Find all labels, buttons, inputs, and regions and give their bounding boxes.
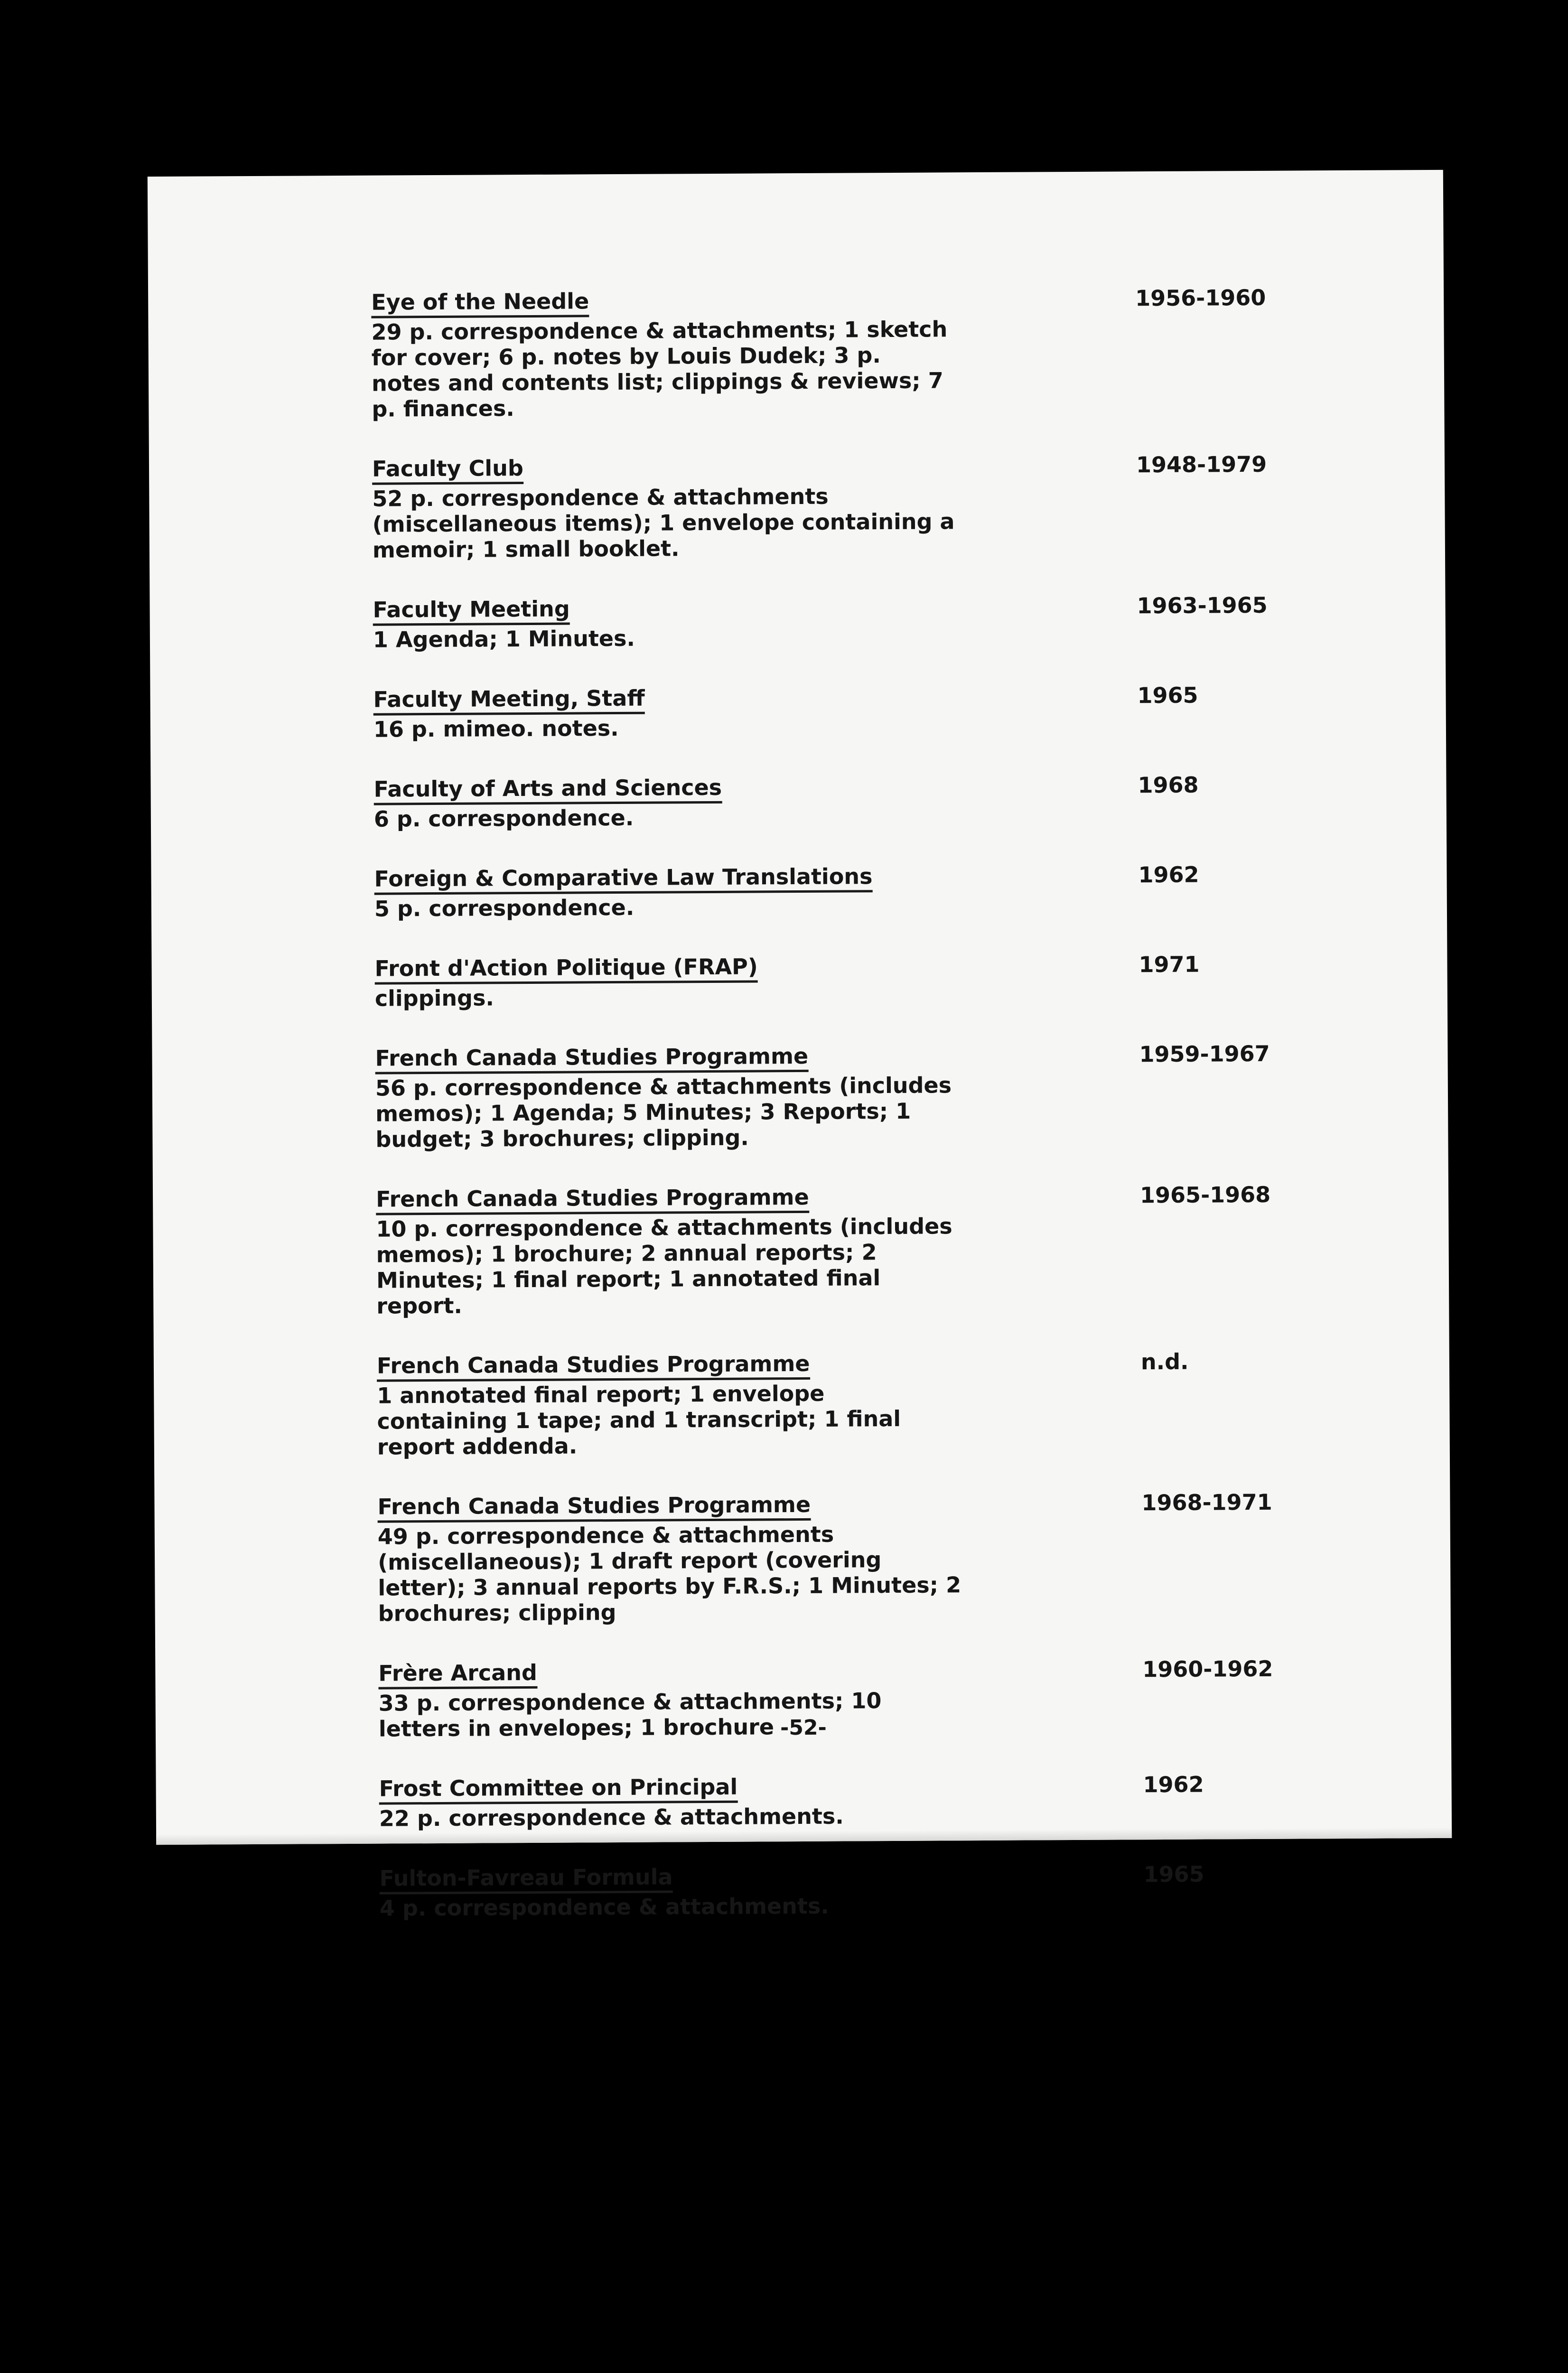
entry-eye-of-the-needle (371, 284, 1392, 421)
entry-fulton-favreau-formula (379, 1860, 1400, 1921)
entry-date: 1959-1967 (1139, 1040, 1270, 1067)
entry-title: Faculty Club (372, 455, 523, 485)
entry-faculty-meeting (373, 591, 1393, 652)
entry-date: n.d. (1140, 1348, 1189, 1375)
entry-date: 1956-1960 (1135, 284, 1266, 311)
entry-description: 33 p. correspondence & attachments; 10 letters in envelopes; 1 brochure (378, 1688, 882, 1742)
entry-french-canada-studies-2 (376, 1181, 1397, 1318)
entry-title: French Canada Studies Programme (377, 1492, 811, 1523)
entry-date: 1965 (1137, 682, 1198, 709)
entry-title: Frère Arcand (378, 1660, 537, 1690)
entry-description: 49 p. correspondence & attachments (miscellaneous); 1 draft report (covering letter); 3 annual reports by F.R.S.; 1 Minutes; 2 brochures; clipping (377, 1521, 961, 1626)
entry-french-canada-studies-4 (377, 1488, 1398, 1626)
entry-title: French Canada Studies Programme (376, 1184, 809, 1215)
entry-description: 29 p. correspondence & attachments; 1 sketch for cover; 6 p. notes by Louis Dudek; 3 p. notes and contents list; clippings & reviews; 7 p. finances. (371, 316, 948, 422)
entry-date: 1965 (1143, 1861, 1204, 1887)
entry-title: Faculty Meeting (373, 596, 569, 626)
entry-description: 56 p. correspondence & attachments (includes memos); 1 Agenda; 5 Minutes; 3 Reports; 1 budget; 3 brochures; clipping. (375, 1072, 952, 1152)
entry-title: Faculty Meeting, Staff (373, 685, 644, 716)
entry-front-d-action-politique (374, 950, 1395, 1011)
entry-frost-committee-on-principal (379, 1770, 1400, 1831)
entry-title: French Canada Studies Programme (375, 1043, 808, 1074)
entry-french-canada-studies-1 (375, 1040, 1396, 1152)
entry-description: 16 p. mimeo. notes. (373, 715, 619, 742)
entry-date: 1963-1965 (1137, 592, 1268, 619)
entry-date: 1968 (1138, 772, 1199, 798)
entry-title: Frost Committee on Principal (379, 1774, 737, 1805)
entry-faculty-meeting-staff (373, 681, 1394, 742)
entry-date: 1968-1971 (1141, 1489, 1272, 1516)
entry-description: 52 p. correspondence & attachments (miscellaneous items); 1 envelope containing a memoir; 1 small booklet. (372, 483, 955, 563)
entry-description: clippings. (374, 985, 494, 1011)
entry-description: 10 p. correspondence & attachments (includes memos); 1 brochure; 2 annual reports; 2 Minutes; 1 final report; 1 annotated final report. (376, 1213, 952, 1319)
entry-faculty-of-arts-and-sciences (373, 771, 1394, 831)
entry-date: 1962 (1138, 861, 1199, 888)
entry-description: 6 p. correspondence. (373, 804, 634, 832)
entry-date: 1971 (1139, 951, 1200, 978)
entry-title: Eye of the Needle (371, 288, 589, 318)
entry-description: 22 p. correspondence & attachments. (379, 1803, 844, 1831)
entry-description: 4 p. correspondence & attachments. (379, 1893, 829, 1921)
page-number: -52- (780, 1715, 827, 1740)
entry-date: 1965-1968 (1139, 1181, 1271, 1208)
entry-date: 1948-1979 (1136, 451, 1267, 478)
entry-date: 1960-1962 (1142, 1655, 1273, 1682)
entry-description: 1 annotated final report; 1 envelope containing 1 tape; and 1 transcript; 1 final report addenda. (377, 1380, 901, 1460)
entry-title: Faculty of Arts and Sciences (373, 775, 722, 805)
entry-title: French Canada Studies Programme (377, 1351, 810, 1382)
entry-date: 1962 (1143, 1771, 1204, 1798)
entry-title: Foreign & Comparative Law Translations (374, 863, 872, 895)
entry-list (371, 284, 1400, 1955)
entry-faculty-club (372, 450, 1393, 562)
document-page (148, 170, 1452, 1921)
entry-title: Front d'Action Politique (FRAP) (374, 953, 758, 984)
entry-foreign-comparative-law-translations (374, 860, 1395, 921)
entry-description: 5 p. correspondence. (374, 894, 635, 922)
entry-french-canada-studies-3 (377, 1347, 1398, 1459)
entry-description: 1 Agenda; 1 Minutes. (373, 625, 635, 653)
entry-title: Fulton-Favreau Formula (379, 1864, 672, 1894)
